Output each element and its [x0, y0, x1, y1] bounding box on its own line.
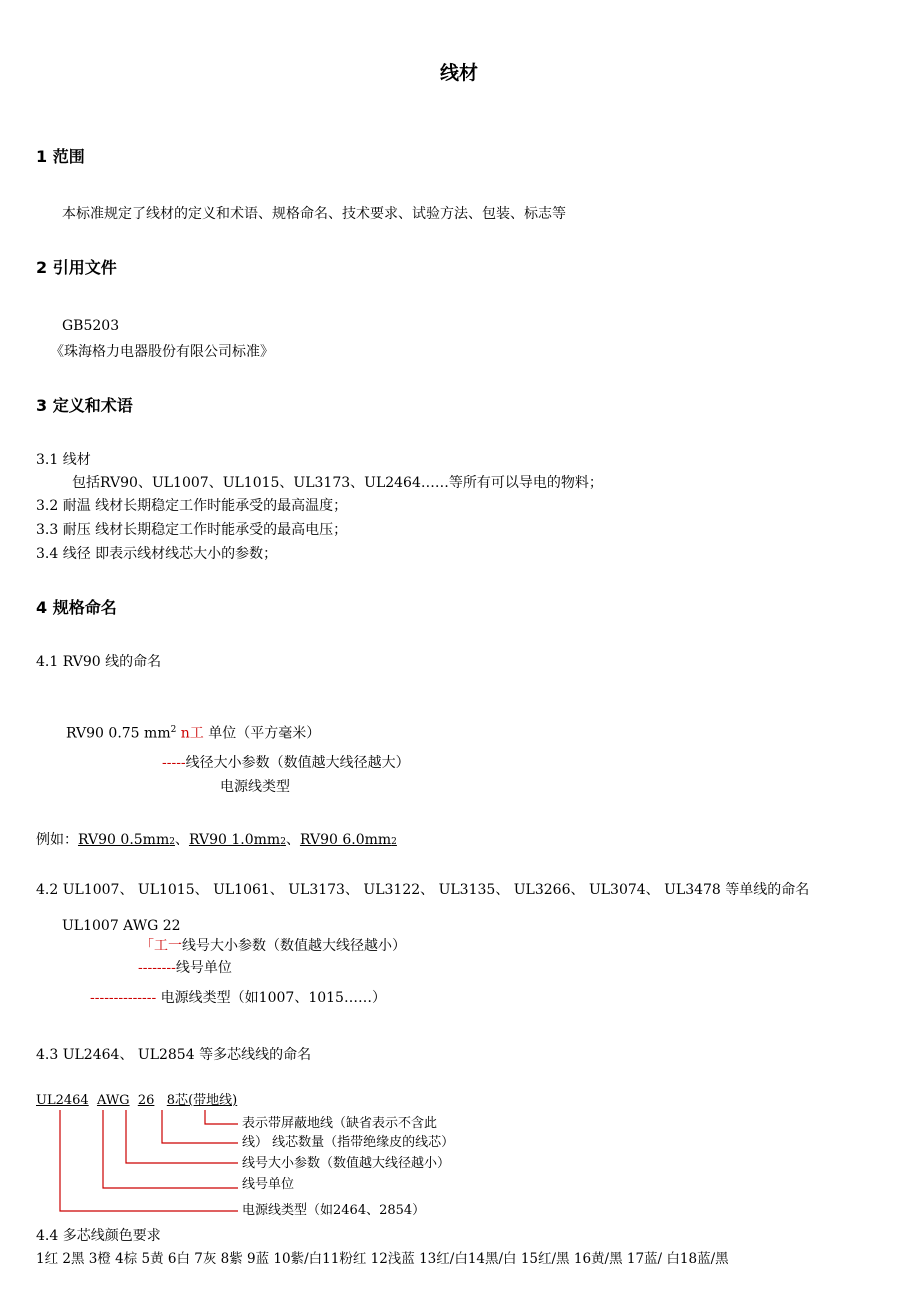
- ul2464-spec-line: UL2464 AWG 26 8芯(带地线): [36, 1093, 238, 1108]
- section-4-4-title: 4.4 多芯线颜色要求: [36, 1228, 161, 1244]
- ul2464-type-note: 电源线类型（如2464、2854）: [242, 1203, 426, 1218]
- ul2464-gauge-note: 线号大小参数（数值越大线径越小）: [242, 1156, 451, 1171]
- rv90-diameter-line: -----线径大小参数（数值越大线径越大）: [162, 755, 410, 771]
- section-3-heading: 3 定义和术语: [36, 396, 133, 415]
- ul1007-gauge-line: 「工一线号大小参数（数值越大线径越小）: [140, 938, 406, 954]
- section-4-heading: 4 规格命名: [36, 598, 117, 617]
- ul1007-unit-line: --------线号单位: [138, 960, 232, 976]
- section-4-1-title: 4.1 RV90 线的命名: [36, 654, 162, 670]
- definition-3-1: 3.1 线材: [36, 452, 91, 468]
- section-4-2-title: 4.2 UL1007、 UL1015、 UL1061、 UL3173、 UL3122、 UL3135、 UL3266、 UL3074、 UL3478 等单线的命名: [36, 882, 810, 898]
- page-title: 线材: [440, 62, 479, 84]
- ul1007-type-line: -------------- 电源线类型（如1007、1015……）: [90, 990, 386, 1006]
- rv90-red-mark: n工: [176, 725, 204, 742]
- section-1-body: 本标准规定了线材的定义和术语、规格命名、技术要求、试验方法、包装、标志等: [62, 206, 566, 222]
- rv90-type-line: 电源线类型: [220, 779, 290, 795]
- rv90-examples: 例如：RV90 0.5mm2、RV90 1.0mm2、RV90 6.0mm2: [36, 832, 397, 848]
- ul1007-spec-line: UL1007 AWG 22: [62, 918, 181, 934]
- definition-3-1-body: 包括RV90、UL1007、UL1015、UL3173、UL2464……等所有可以导电的物料；: [72, 475, 603, 491]
- reference-gree-standard: 《珠海格力电器股份有限公司标准》: [50, 344, 274, 360]
- ul2464-unit-note: 线号单位: [242, 1177, 295, 1192]
- ul2464-shield-note: 表示带屏蔽地线（缺省表示不含此: [242, 1116, 438, 1131]
- multicore-color-list: 1红 2黑 3橙 4棕 5黄 6白 7灰 8紫 9蓝 10紫/白11粉红 12浅蓝 13红/白14黑/白 15红/黑 16黄/黑 17蓝/ 白18蓝/黑: [36, 1251, 729, 1267]
- definition-3-4: 3.4 线径 即表示线材线芯大小的参数；: [36, 546, 278, 562]
- section-4-3-title: 4.3 UL2464、 UL2854 等多芯线线的命名: [36, 1047, 312, 1063]
- definition-3-3: 3.3 耐压 线材长期稳定工作时能承受的最高电压；: [36, 522, 348, 538]
- section-1-heading: 1 范围: [36, 147, 85, 166]
- definition-3-2: 3.2 耐温 线材长期稳定工作时能承受的最高温度；: [36, 498, 348, 514]
- reference-gb5203: GB5203: [62, 318, 120, 334]
- ul2464-core-count-note: 线） 线芯数量（指带绝缘皮的线芯）: [242, 1135, 455, 1150]
- rv90-spec-line: RV90 0.75 $mm^2$ n工 单位（平方毫米）: [66, 725, 321, 742]
- section-2-heading: 2 引用文件: [36, 258, 117, 277]
